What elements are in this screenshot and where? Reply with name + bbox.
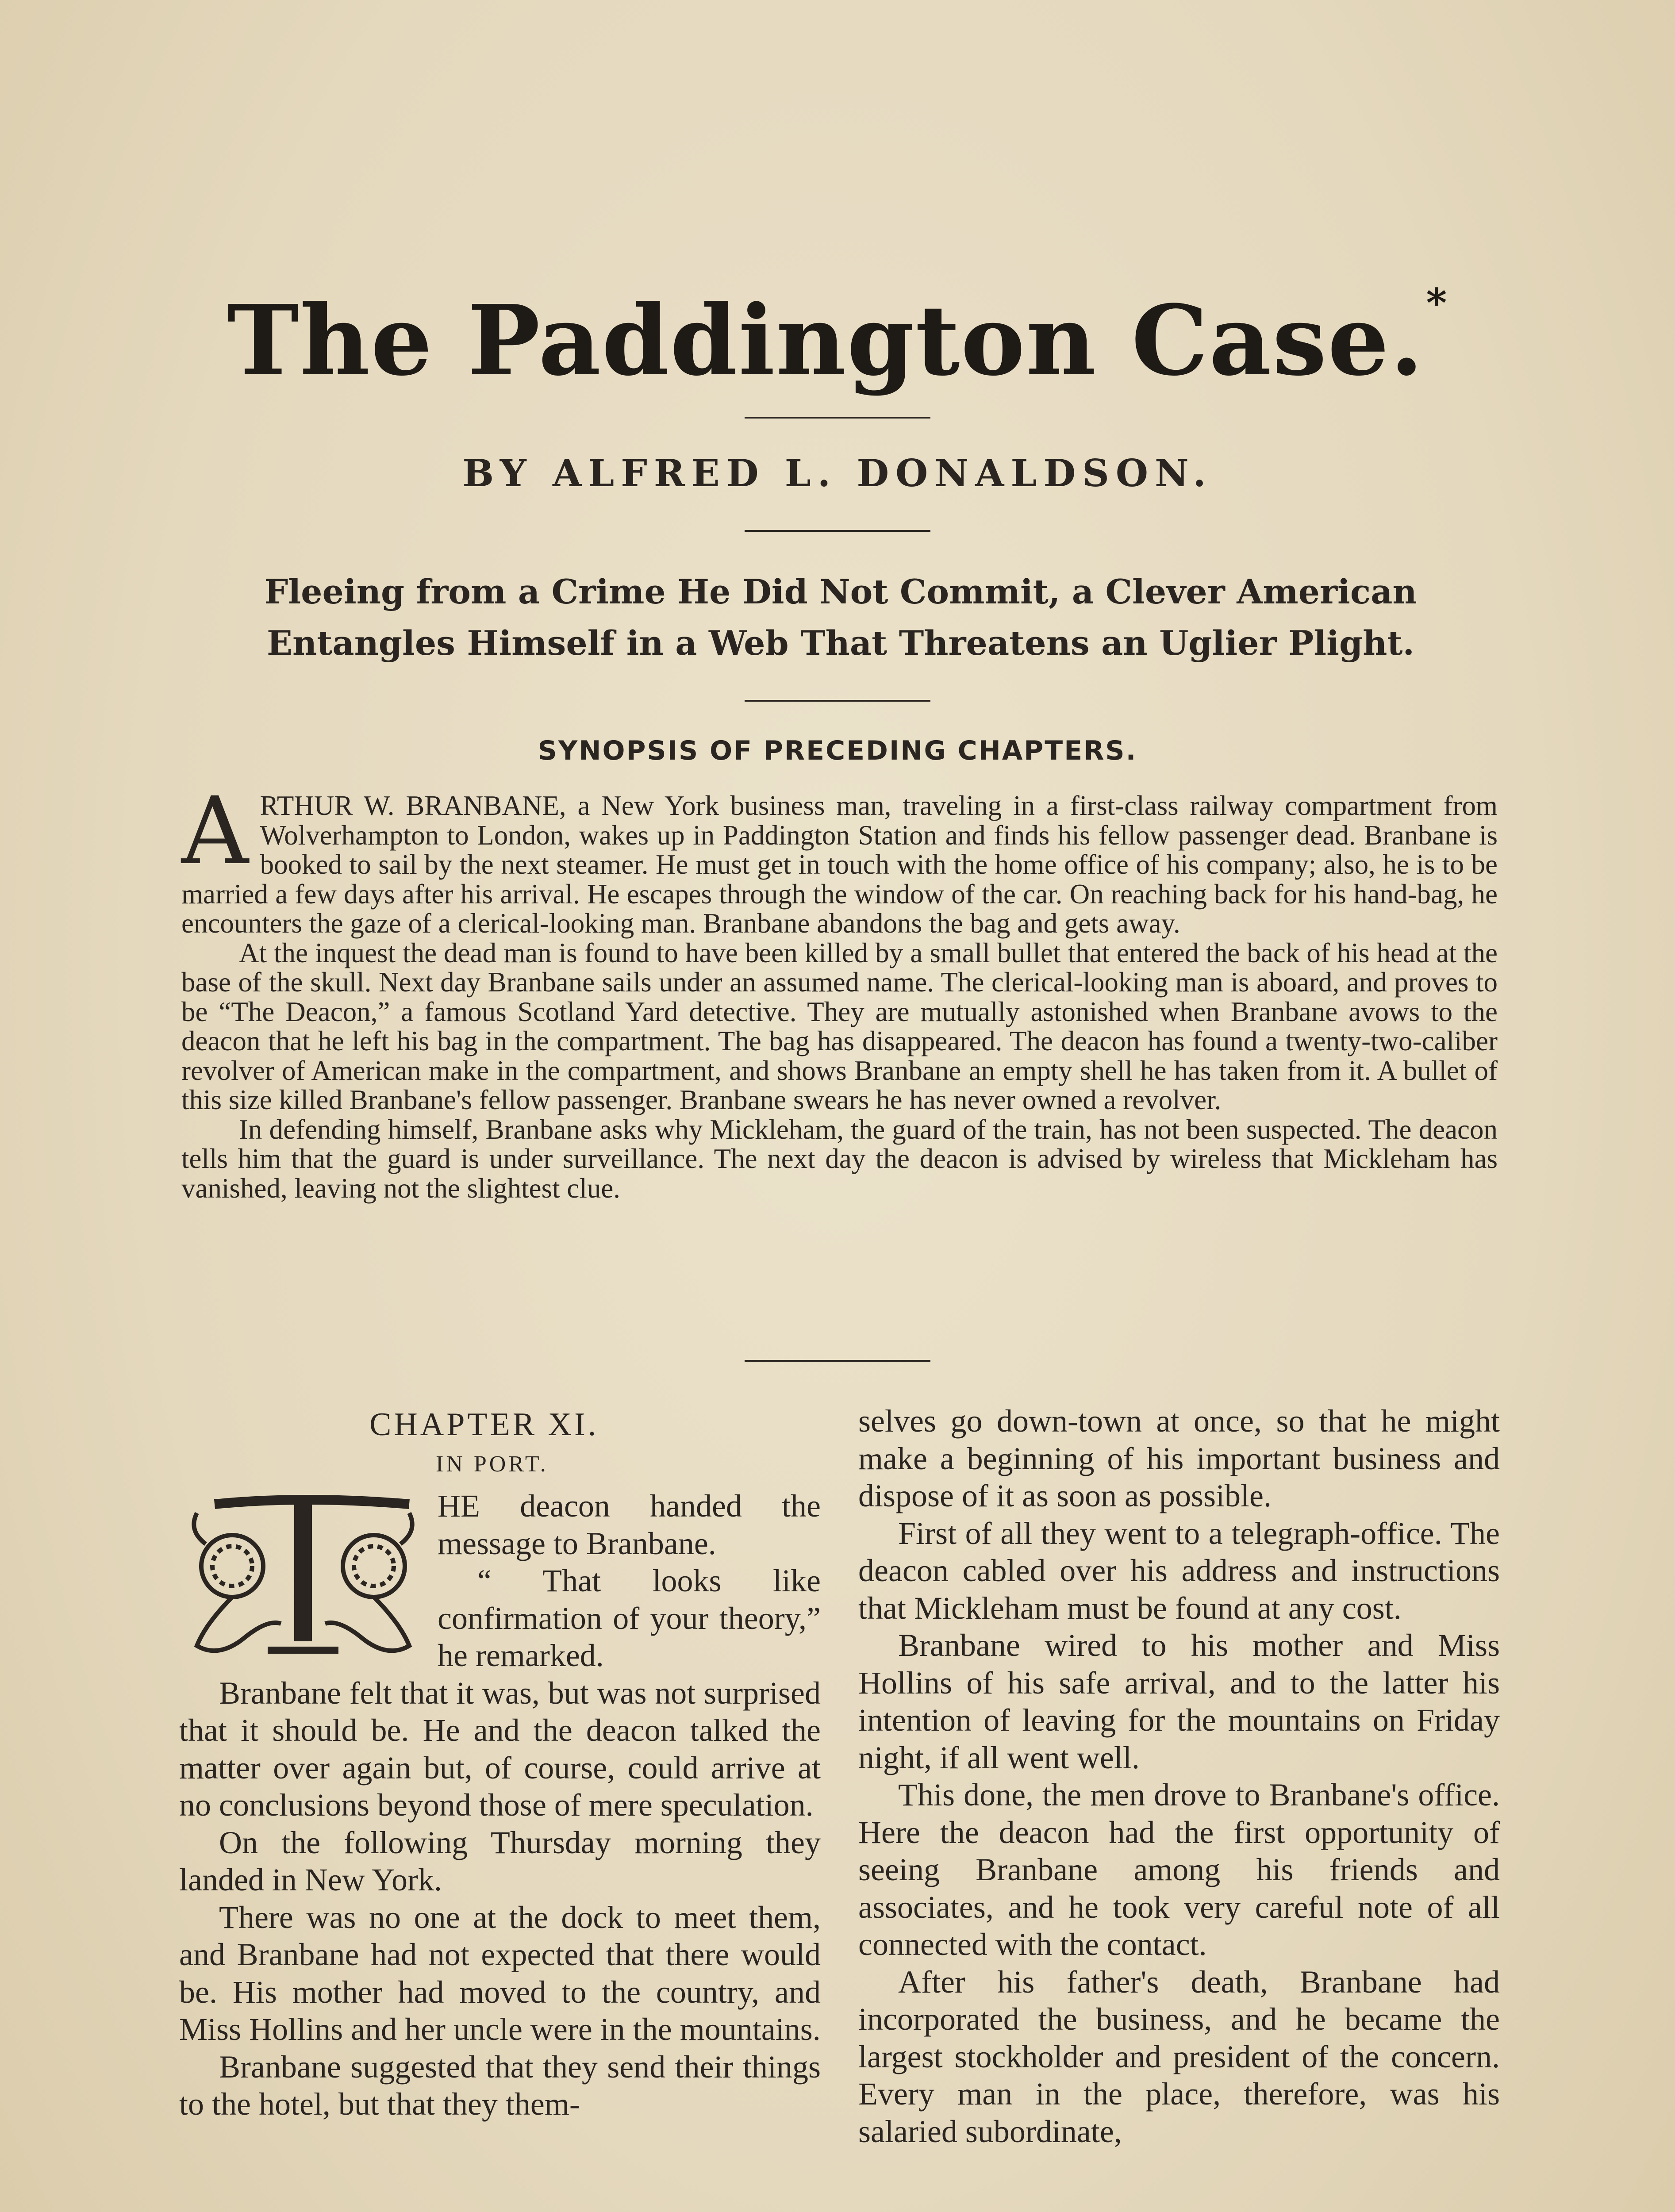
synopsis-text xyxy=(181,777,1498,1204)
body-paragraph: selves go down-town at once, so that he might make a beginning of his important business and dispose of it as soon as possible. xyxy=(858,1403,1500,1513)
drop-cap-a: A xyxy=(181,777,249,885)
story-deck: Fleeing from a Crime He Did Not Commit, a Clever American Entangles Himself in a Web That Threatens an Uglier Plight. xyxy=(264,572,1417,663)
left-column xyxy=(179,1402,821,2123)
body-paragraph: Branbane wired to his mother and Miss Hollins of his safe arrival, and to the latter his intention of leaving for the mountains on Friday night, if all went well. xyxy=(858,1628,1500,1775)
body-paragraph: “ That looks like confirmation of your theory,” he remarked. xyxy=(438,1563,821,1673)
divider-rule xyxy=(745,530,930,532)
title-footnote-mark: * xyxy=(1426,280,1448,326)
body-paragraph: After his father's death, Branbane had incorporated the business, and he became the largest stockholder and president of the concern. Every man in the place, therefore, was his salaried subordinate, xyxy=(858,1964,1500,2149)
body-paragraph: This done, the men drove to Branbane's office. Here the deacon had the first opportunity of seeing Branbane among his friends and associates, and he took very careful note of all connected with the contact. xyxy=(858,1777,1500,1962)
chapter-heading: CHAPTER XI. xyxy=(369,1406,599,1443)
divider-rule xyxy=(745,1360,930,1362)
body-paragraph: First of all they went to a telegraph-office. The deacon cabled over his address and instructions that Mickleham must be found at any cost. xyxy=(858,1515,1500,1626)
chapter-subtitle: IN PORT. xyxy=(436,1452,549,1477)
story-title xyxy=(0,280,1675,397)
synopsis-heading: SYNOPSIS OF PRECEDING CHAPTERS. xyxy=(538,735,1137,766)
body-paragraph: On the following Thursday morning they landed in New York. xyxy=(179,1824,821,1897)
body-paragraph: HE deacon handed the message to Branbane. xyxy=(179,1487,821,1562)
synopsis-paragraph: At the inquest the dead man is found to have been killed by a small bullet that entered the back of his head at the base of the skull. Next day Branbane sails under an assumed name. The clerical-looking man is aboard, and proves to be “The Deacon,” a famous Scotland Yard detective. They are mutually astonished when Branbane avows to the deacon that he left his bag in the compartment. The bag has disappeared. The deacon has found a twenty-two-caliber revolver of American make in the compartment, and shows Branbane an empty shell he has taken from it. A bullet of this size killed Branbane's fellow passenger. Branbane swears he has never owned a revolver. xyxy=(181,937,1498,1115)
body-paragraph: Branbane suggested that they send their things to the hotel, but that they them- xyxy=(179,2049,821,2122)
body-paragraph: There was no one at the dock to meet them, and Branbane had not expected that there would be. His mother had moved to the country, and Miss Hollins and her uncle were in the mountains. xyxy=(179,1899,821,2047)
synopsis-paragraph: ARTHUR W. BRANBANE, a New York business man, traveling in a first-class railway compartment from Wolverhampton to London, wakes up in Paddington Station and finds his fellow passenger dead. Branbane is booked to sail by the next steamer. He must get in touch with the home office of his company; also, he is to be married a few days after his arrival. He escapes through the window of the car. On reaching back for his hand-bag, he encounters the gaze of a clerical-looking man. Branbane abandons the bag and gets away. xyxy=(181,777,1498,939)
byline: BY ALFRED L. DONALDSON. xyxy=(462,451,1213,495)
body-paragraph: Branbane felt that it was, but was not surprised that it should be. He and the deacon talked the matter over again but, of course, could arrive at no conclusions beyond those of mere speculation. xyxy=(179,1675,821,1823)
divider-rule xyxy=(745,700,930,702)
divider-rule xyxy=(745,417,930,419)
title-text: The Paddington Case. xyxy=(227,284,1425,397)
right-column xyxy=(858,1402,1500,2150)
ornamental-drop-cap-t xyxy=(179,1491,427,1663)
synopsis-paragraph: In defending himself, Branbane asks why Mickleham, the guard of the train, has not been suspected. The deacon tells him that the guard is under surveillance. The next day the deacon is advised by wireless that Mickleham has vanished, leaving not the slightest clue. xyxy=(181,1114,1498,1204)
